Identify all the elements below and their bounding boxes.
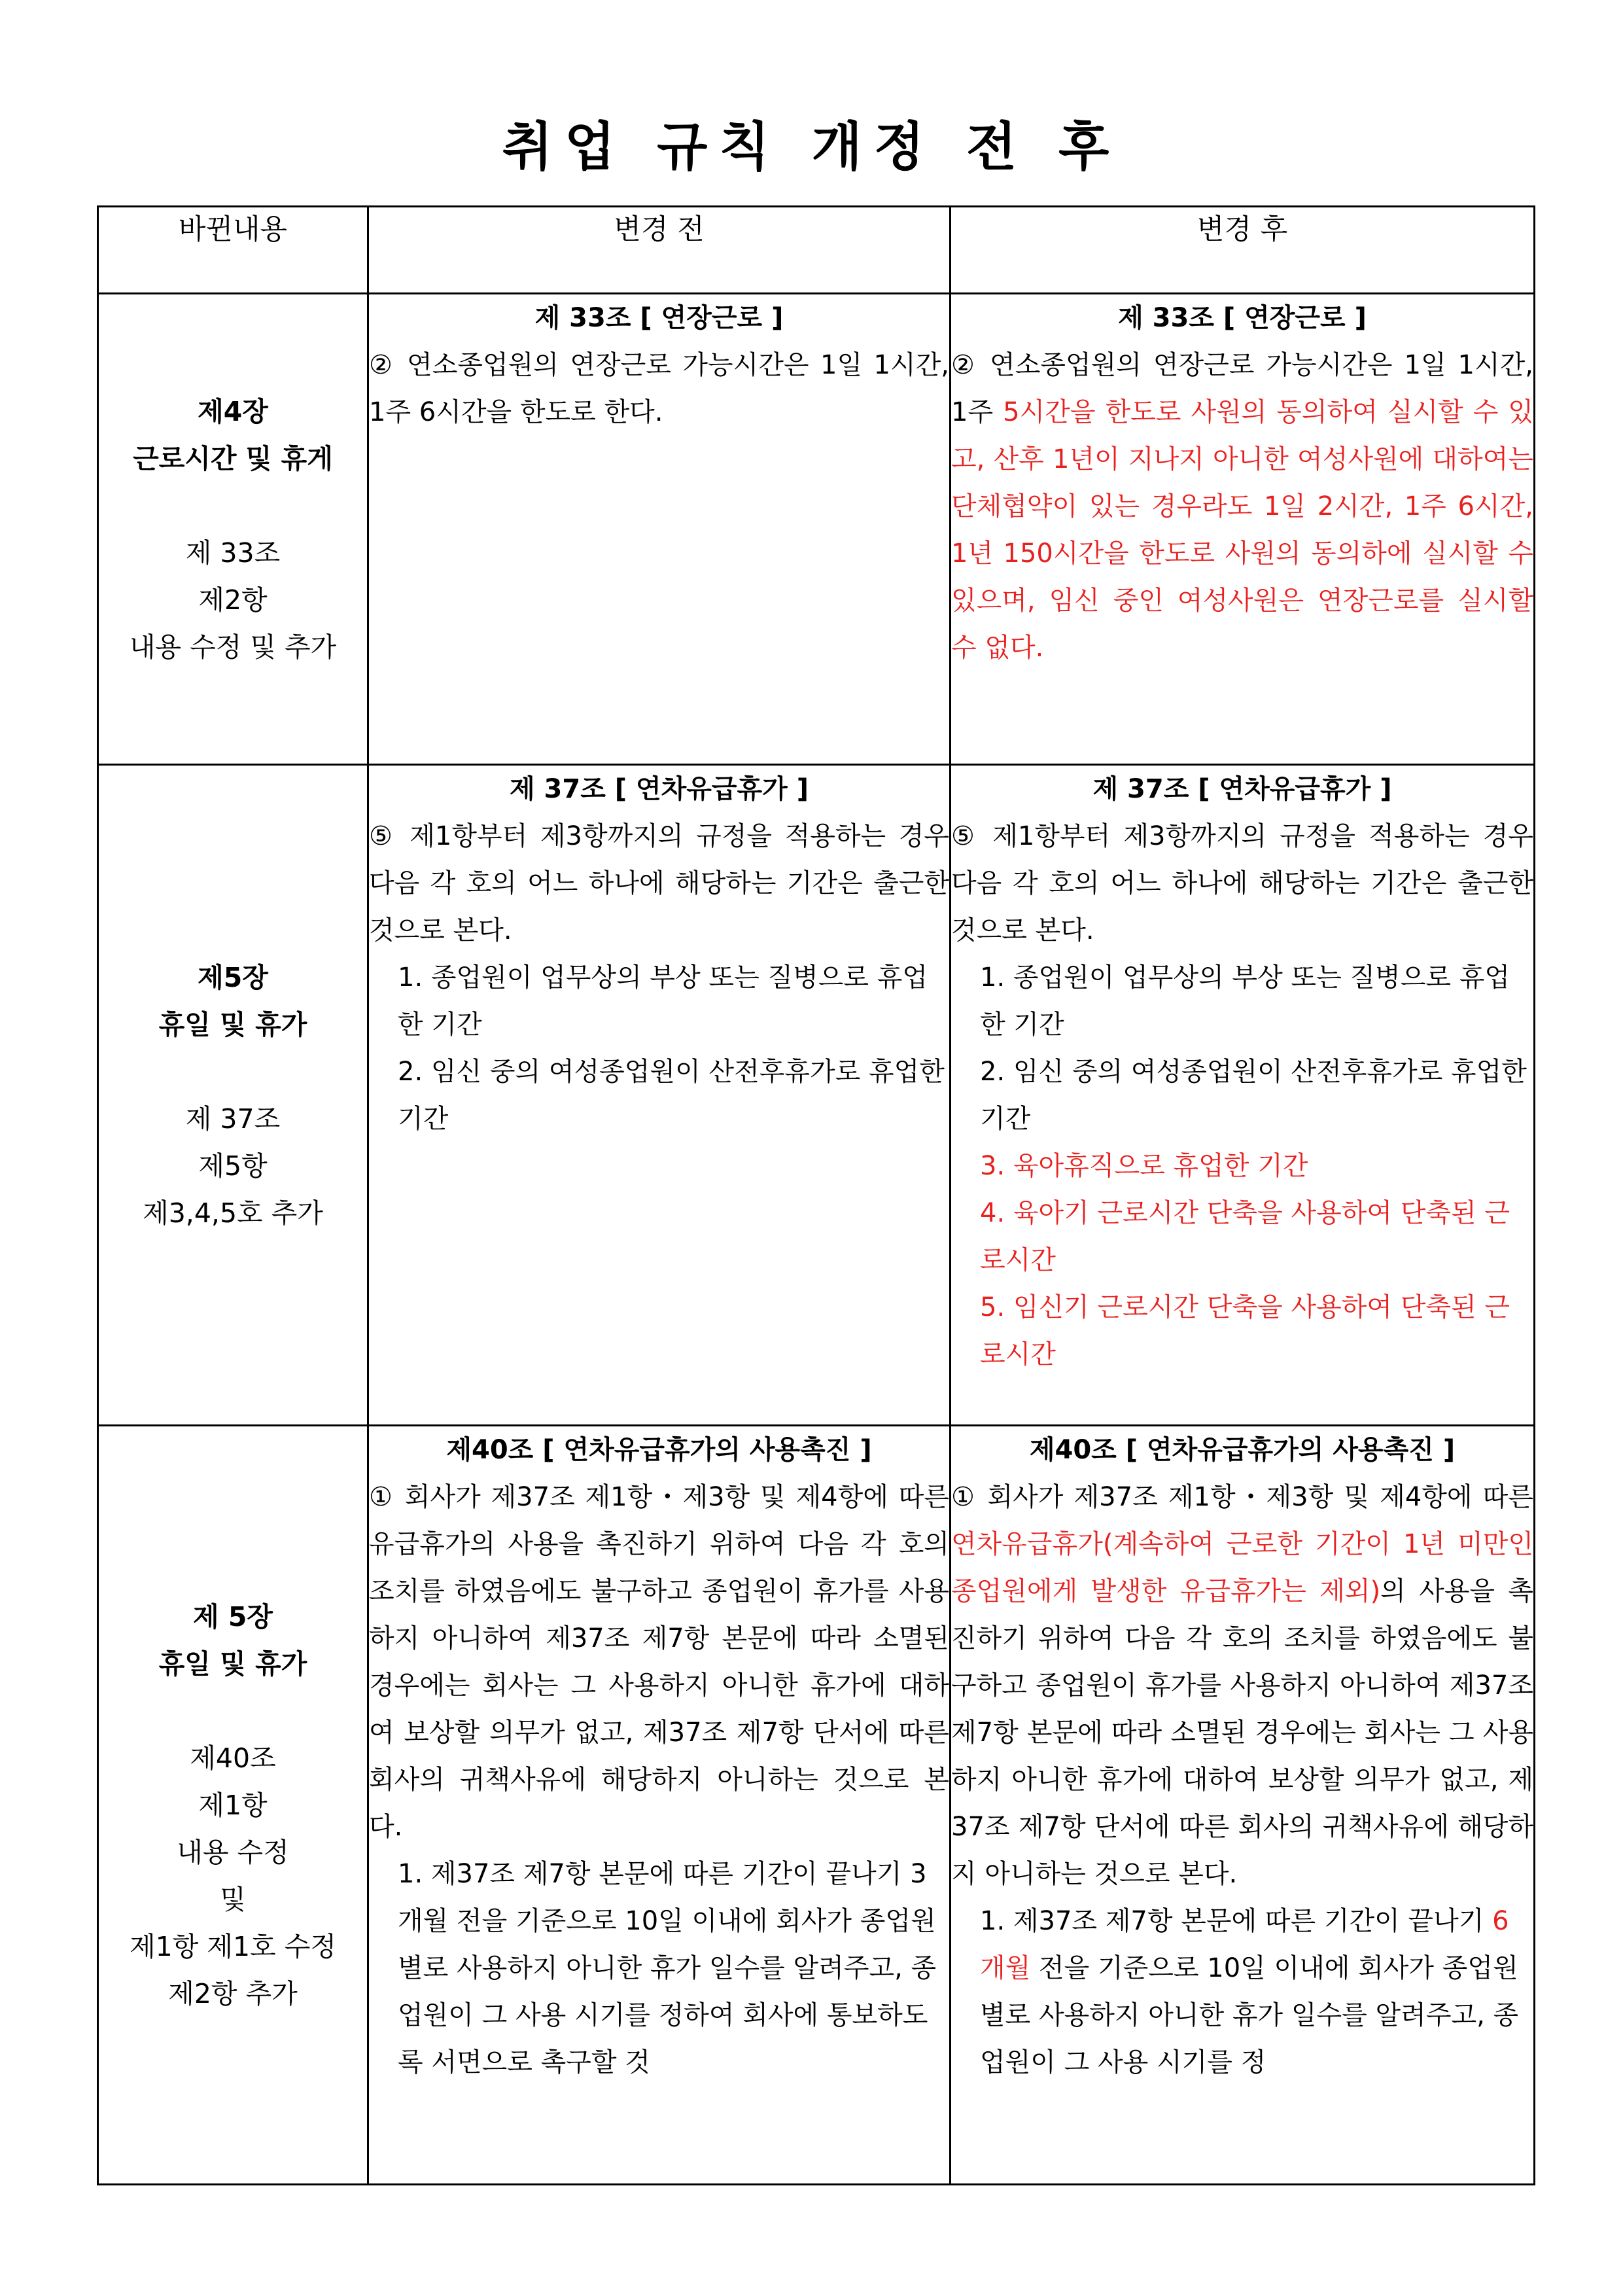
table-row bbox=[98, 765, 1535, 1426]
article-heading: 제 33조 [ 연장근로 ] bbox=[1118, 303, 1367, 333]
text-unchanged: 1. 제37조 제7항 본문에 따른 기간이 끝나기 bbox=[980, 1906, 1493, 1936]
table-row bbox=[98, 1426, 1535, 2185]
table-row bbox=[98, 294, 1535, 765]
after-cell bbox=[951, 765, 1535, 1426]
list-item: 2. 임신 중의 여성종업원이 산전후휴가로 휴업한 기간 bbox=[980, 1057, 1527, 1134]
comparison-table bbox=[97, 205, 1535, 2185]
section-cell bbox=[98, 765, 368, 1426]
change-desc: 제3,4,5호 추가 bbox=[143, 1197, 323, 1229]
text-changed: 6개월 bbox=[980, 1906, 1509, 1983]
chapter-title: 근로시간 및 휴게 bbox=[133, 442, 333, 474]
list-item: 1. 종업원이 업무상의 부상 또는 질병으로 휴업한 기간 bbox=[980, 963, 1510, 1040]
list-item-added: 3. 육아휴직으로 휴업한 기간 bbox=[980, 1151, 1308, 1181]
article-label: 제 33조 bbox=[185, 537, 281, 569]
list-item-added: 4. 육아기 근로시간 단축을 사용하여 단축된 근로시간 bbox=[980, 1198, 1510, 1275]
clause-label: 제2항 bbox=[198, 584, 268, 616]
list-item: 1. 제37조 제7항 본문에 따른 기간이 끝나기 3개월 전을 기준으로 10일 이내에 회사가 종업원별로 사용하지 아니한 휴가 일수를 알려주고, 종업원이 그 사용 시기를 정하여 회사에 통보하도록 서면으로 촉구할 것 bbox=[398, 1859, 937, 2077]
list-item-added: 5. 임신기 근로시간 단축을 사용하여 단축된 근로시간 bbox=[980, 1292, 1510, 1369]
change-desc: 내용 수정 및 추가 bbox=[129, 631, 337, 663]
table-header-row bbox=[98, 207, 1535, 294]
text-changed: 5시간을 한도로 사원의 동의하여 실시할 수 있고, 산후 1년이 지나지 아니한 여성사원에 대하여는 단체협약이 있는 경우라도 1일 2시간, 1주 6시간, 1년 150시간을 한도로 사원의 동의하에 실시할 수 있으며, 임신 중인 여성사원은 연장근로를 실시할 수 없다. bbox=[951, 397, 1533, 663]
change-desc: 제2항 추가 bbox=[168, 1977, 298, 2009]
paragraph bbox=[951, 342, 1533, 671]
text-unchanged: ② 연소종업원의 연장근로 가능시간은 1일 1시간, 1주 bbox=[951, 350, 1533, 427]
paragraph: ① 회사가 제37조 제1항・제3항 및 제4항에 따른 유급휴가의 사용을 촉진하기 위하여 다음 각 호의 조치를 하였음에도 불구하고 종업원이 휴가를 사용하지 아니하여 제37조 제7항 본문에 따라 소멸된 경우에는 회사는 그 사용하지 아니한 휴가에 대하여 보상할 의무가 없고, 제37조 제7항 단서에 따른 회사의 귀책사유에 해당하지 아니하는 것으로 본다. bbox=[369, 1482, 949, 1842]
chapter-label: 제4장 bbox=[198, 395, 268, 427]
paragraph bbox=[951, 1474, 1533, 1898]
after-cell bbox=[951, 294, 1535, 765]
paragraph: ② 연소종업원의 연장근로 가능시간은 1일 1시간, 1주 6시간을 한도로 한다. bbox=[369, 350, 949, 427]
text-unchanged: ① 회사가 제37조 제1항・제3항 및 제4항에 따른 bbox=[951, 1482, 1533, 1512]
article-heading: 제 37조 [ 연차유급휴가 ] bbox=[509, 774, 809, 804]
article-label: 제40조 bbox=[190, 1742, 276, 1774]
list-item bbox=[951, 1898, 1533, 2086]
clause-label: 제1항 bbox=[198, 1789, 268, 1821]
text-changed: 연차유급휴가(계속하여 근로한 기간이 1년 미만인 종업원에게 발생한 유급휴가는 제외) bbox=[951, 1529, 1533, 1606]
change-desc: 내용 수정 bbox=[177, 1836, 289, 1868]
paragraph: ⑤ 제1항부터 제3항까지의 규정을 적용하는 경우 다음 각 호의 어느 하나에 해당하는 기간은 출근한 것으로 본다. bbox=[951, 821, 1533, 945]
article-heading: 제 37조 [ 연차유급휴가 ] bbox=[1092, 774, 1392, 804]
chapter-title: 휴일 및 휴가 bbox=[158, 1008, 307, 1040]
before-cell bbox=[368, 1426, 951, 2185]
article-heading: 제40조 [ 연차유급휴가의 사용촉진 ] bbox=[1029, 1435, 1456, 1465]
header-changed: 바뀐내용 bbox=[98, 207, 368, 294]
chapter-label: 제5장 bbox=[198, 961, 268, 993]
text-unchanged: 전을 기준으로 10일 이내에 회사가 종업원별로 사용하지 아니한 휴가 일수를 알려주고, 종업원이 그 사용 시기를 정 bbox=[980, 1953, 1519, 2077]
header-before: 변경 전 bbox=[368, 207, 951, 294]
article-heading: 제 33조 [ 연장근로 ] bbox=[534, 303, 784, 333]
article-heading: 제40조 [ 연차유급휴가의 사용촉진 ] bbox=[446, 1435, 872, 1465]
header-after: 변경 후 bbox=[951, 207, 1535, 294]
after-cell bbox=[951, 1426, 1535, 2185]
change-desc: 제1항 제1호 수정 bbox=[130, 1930, 336, 1962]
chapter-title: 휴일 및 휴가 bbox=[158, 1648, 307, 1680]
before-cell bbox=[368, 294, 951, 765]
paragraph: ⑤ 제1항부터 제3항까지의 규정을 적용하는 경우 다음 각 호의 어느 하나에 해당하는 기간은 출근한 것으로 본다. bbox=[369, 821, 949, 945]
chapter-label: 제 5장 bbox=[192, 1600, 273, 1633]
section-cell bbox=[98, 1426, 368, 2185]
text-unchanged: 의 사용을 촉진하기 위하여 다음 각 호의 조치를 하였음에도 불구하고 종업원이 휴가를 사용하지 아니하여 제37조 제7항 본문에 따라 소멸된 경우에는 회사는 그 사용 하지 아니한 휴가에 대하여 보상할 의무가 없고, 제37조 제7항 단서에 따른 회사의 귀책사유에 해당하지 아니하는 것으로 본다. bbox=[951, 1576, 1533, 1889]
section-cell bbox=[98, 294, 368, 765]
article-label: 제 37조 bbox=[185, 1103, 281, 1135]
document-title: 취업 규칙 개정 전 후 bbox=[502, 116, 1121, 177]
change-desc: 및 bbox=[220, 1883, 246, 1915]
list-item: 1. 종업원이 업무상의 부상 또는 질병으로 휴업한 기간 bbox=[398, 963, 928, 1040]
before-cell bbox=[368, 765, 951, 1426]
clause-label: 제5항 bbox=[198, 1150, 268, 1182]
list-item: 2. 임신 중의 여성종업원이 산전후휴가로 휴업한 기간 bbox=[398, 1057, 945, 1134]
